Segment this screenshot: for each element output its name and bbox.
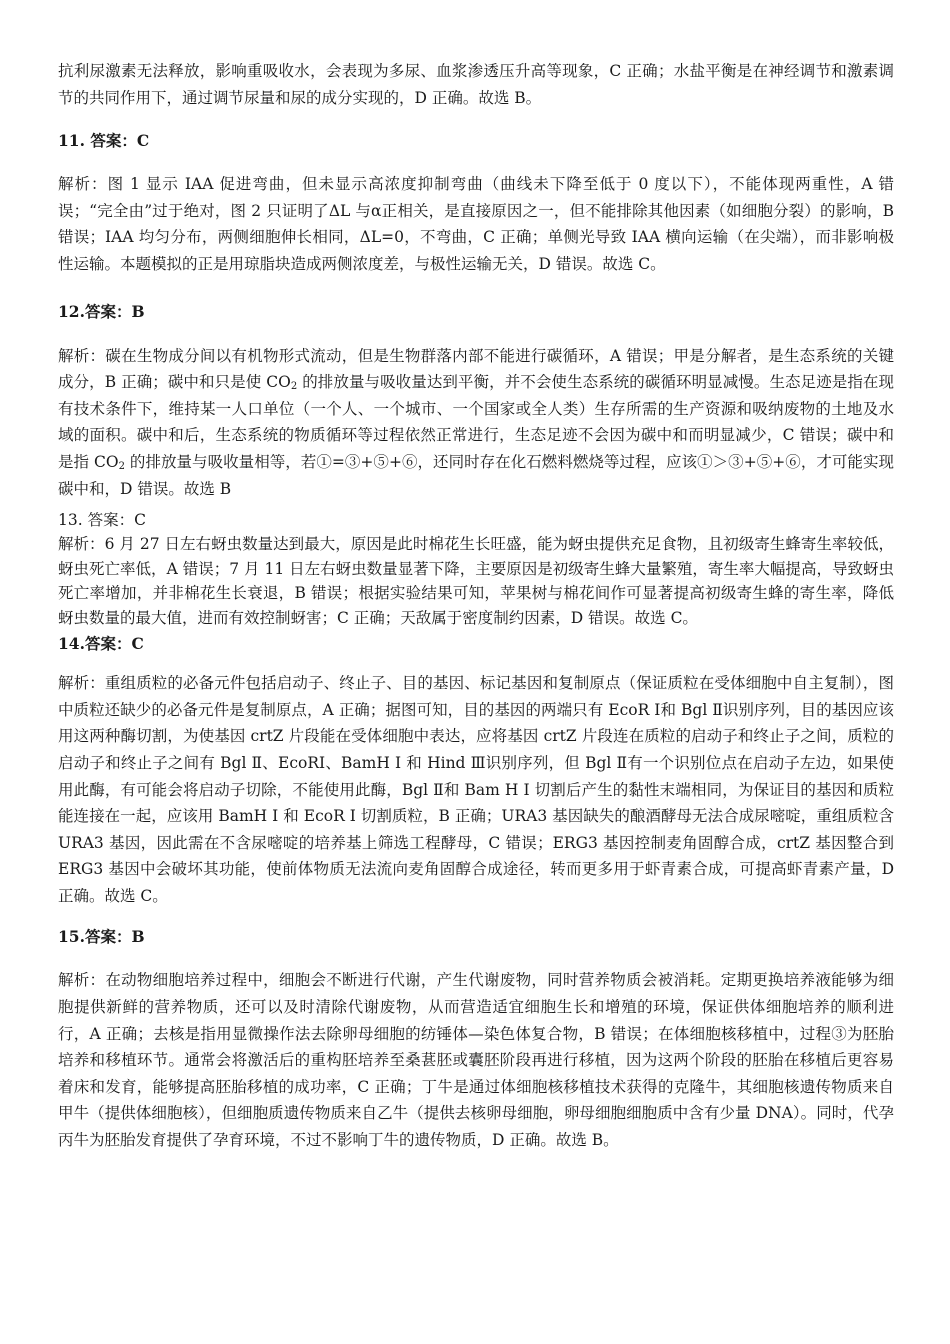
answer-heading-11: 11. 答案：C: [58, 131, 150, 151]
subscript-2: 2: [118, 460, 125, 472]
answer-heading-12: 12.答案：B: [58, 301, 145, 321]
explanation-15: 解析：在动物细胞培养过程中，细胞会不断进行代谢，产生代谢废物，同时营养物质会被消耗。定期更换培养液能够为细胞提供新鲜的营养物质，还可以及时清除代谢废物，从而营造适宜细胞生长和增殖的环境，保证供体细胞培养的顺利进行，A 正确；去核是指用显微操作法去除卵母细胞的纺锤体—染色体复合物，B 错误；在体细胞核移植中，过程③为胚胎培养和移植环节。通常会将激活后的重构胚培养至桑葚胚或囊胚阶段再进行移植，因为这两个阶段的胚胎在移植后更容易着床和发育，能够提高胚胎移植的成功率，C 正确；丁牛是通过体细胞核移植技术获得的克隆牛，其细胞核遗传物质来自甲牛（提供体细胞核），但细胞质遗传物质来自乙牛（提供去核卵母细胞，卵母细胞细胞质中含有少量 DNA）。同时，代孕丙牛为胚胎发育提供了孕育环境，不过不影响丁牛的遗传物质，D 正确。故选 B。: [58, 971, 894, 1150]
explanation-12: 解析：碳在生物成分间以有机物形式流动，但是生物群落内部不能进行碳循环，A 错误；甲是分解者，是生态系统的关键成分，B 正确；碳中和只是使 $CO_2$ 的排放量与吸收量达到平衡，并不会使生态系统的碳循环明显减慢。生态足迹是指在现有技术条件下，维持某一人口单位（一个人、一个城市、一个国家或全人类）生存所需的生产资源和吸纳废物的土地及水域的面积。碳中和后，生态系统的物质循环等过程依然正常进行，生态足迹不会因为碳中和而明显减少，C 错误；碳中和是指 $CO_2$ 的排放量与吸收量相等，若①=③+⑤+⑥，还同时存在化石燃料燃烧等过程，应该①＞③+⑤+⑥，才可能实现碳中和，D 错误。故选 B: [58, 346, 894, 498]
answer-heading-14: 14.答案：C: [58, 634, 144, 654]
subscript-2: 2: [290, 381, 298, 393]
explanation-14: 解析：重组质粒的必备元件包括启动子、终止子、目的基因、标记基因和复制原点（保证质粒在受体细胞中自主复制），图中质粒还缺少的必备元件是复制原点，A 正确；据图可知，目的基因的两端只有 EcoR Ⅰ和 Bgl Ⅱ识别序列，目的基因应该用这两种酶切割，为使基因 crtZ 片段能在受体细胞中表达，应将基因 crtZ 片段连在质粒的启动子和终止子之间，质粒的启动子和终止子之间有 Bgl Ⅱ、EcoRI、BamH I 和 Hind Ⅲ识别序列，但 Bgl Ⅱ有一个识别位点在启动子左边，如果使用此酶，有可能会将启动子切除，不能使用此酶，Bgl Ⅱ和 Bam H I 切割后产生的黏性末端相同，为保证目的基因和质粒能连接在一起，应该用 BamH I 和 EcoR I 切割质粒，B 正确；URA3 基因缺失的酿酒酵母无法合成尿嘧啶，重组质粒含 URA3 基因，因此需在不含尿嘧啶的培养基上筛选工程酵母，C 错误；ERG3 基因控制麦角固醇合成，crtZ 基因整合到 ERG3 基因中会破坏其功能，使前体物质无法流向麦角固醇合成途径，转而更多用于虾青素合成，可提高虾青素产量，D 正确。故选 C。: [58, 674, 894, 905]
continuation-paragraph: 抗利尿激素无法释放，影响重吸收水，会表现为多尿、血浆渗透压升高等现象，C 正确；水盐平衡是在神经调节和激素调节的共同作用下，通过调节尿量和尿的成分实现的，D 正确。故选 B。: [58, 62, 894, 107]
answer-heading-15: 15.答案：B: [58, 927, 145, 947]
explanation-13: 解析：6 月 27 日左右蚜虫数量达到最大，原因是此时棉花生长旺盛，能为蚜虫提供充足食物，且初级寄生蜂寄生率较低，蚜虫死亡率低，A 错误；7 月 11 日左右蚜虫数量显著下降，主要原因是初级寄生蜂大量繁殖，寄生率大幅提高，导致蚜虫死亡率增加，并非棉花生长衰退，B 错误；根据实验结果可知，苹果树与棉花间作可显著提高初级寄生蜂的寄生率，降低蚜虫数量的最大值，进而有效控制蚜害；C 正确；天敌属于密度制约因素，D 错误。故选 C。: [58, 535, 894, 627]
answer-heading-13: 13. 答案：C: [58, 511, 146, 530]
explanation-11: 解析：图 1 显示 IAA 促进弯曲，但未显示高浓度抑制弯曲（曲线未下降至低于 0 度以下），不能体现两重性，A 错误；“完全由”过于绝对，图 2 只证明了ΔL 与α正相关，是直接原因之一，但不能排除其他因素（如细胞分裂）的影响，B 错误；IAA 均匀分布，两侧细胞伸长相同，ΔL=0，不弯曲，C 正确；单侧光导致 IAA 横向运输（在尖端），而非影响极性运输。本题模拟的正是用琼脂块造成两侧浓度差，与极性运输无关，D 错误。故选 C。: [58, 175, 894, 273]
answer-document: [58, 58, 894, 1154]
